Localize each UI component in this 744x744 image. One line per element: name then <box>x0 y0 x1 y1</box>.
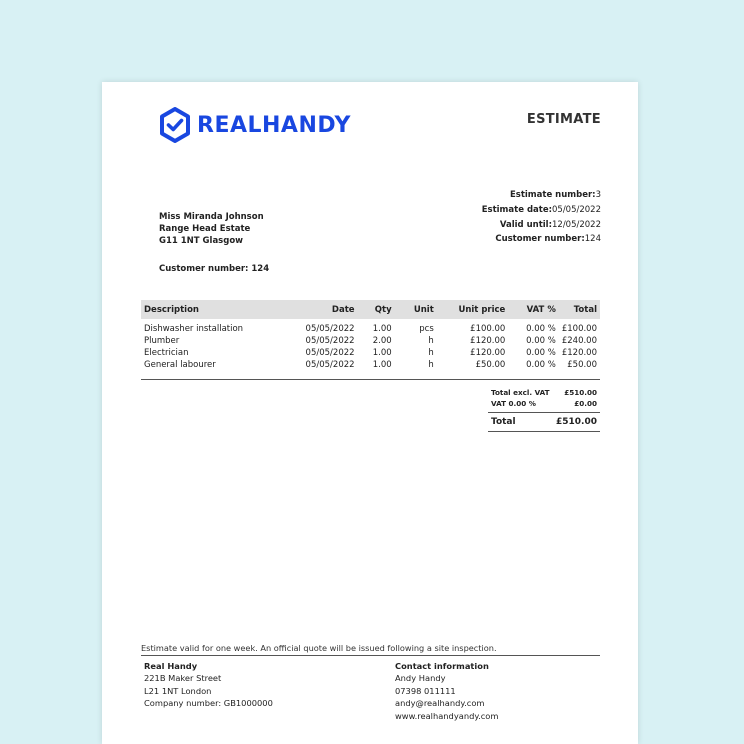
customer-number-label: Customer number: <box>495 234 585 245</box>
cell-unit-price: £120.00 <box>470 348 506 358</box>
cell-vat: 0.00 % <box>526 348 556 358</box>
col-unit: Unit <box>395 300 437 319</box>
valid-until-label: Valid until: <box>499 219 552 230</box>
cell-date: 05/05/2022 <box>305 336 355 346</box>
cell-qty: 2.00 <box>372 336 392 346</box>
company-details <box>144 660 273 710</box>
cell-unit: h <box>428 348 434 358</box>
customer-number-value: 124 <box>584 234 601 245</box>
cell-total: £120.00 <box>561 348 597 358</box>
company-street: 221B Maker Street <box>144 673 222 684</box>
col-date: Date <box>279 300 357 319</box>
estimate-number-label: Estimate number: <box>509 190 596 200</box>
recipient-city: G11 1NT Glasgow <box>159 236 244 247</box>
col-vat: VAT % <box>508 300 559 319</box>
vat-row <box>488 398 600 409</box>
cell-description: General labourer <box>144 360 216 370</box>
table-row <box>141 347 600 359</box>
totals-divider <box>488 412 600 413</box>
vat-label: VAT 0.00 % <box>491 399 536 408</box>
total-excl-vat-value: £510.00 <box>564 388 597 397</box>
recipient-address <box>159 211 264 248</box>
estimate-date-label: Estimate date: <box>481 204 552 215</box>
table-row <box>141 359 600 371</box>
cell-total: £50.00 <box>567 360 597 370</box>
total-excl-vat-label: Total excl. VAT <box>491 388 550 397</box>
items-divider <box>141 379 600 380</box>
valid-until-value: 12/05/2022 <box>552 219 601 230</box>
cell-description: Electrician <box>144 348 189 358</box>
vat-value: £0.00 <box>574 399 597 408</box>
col-qty: Qty <box>358 300 395 319</box>
cell-qty: 1.00 <box>372 360 392 370</box>
table-row <box>141 319 600 335</box>
cell-qty: 1.00 <box>372 324 392 334</box>
cell-unit: h <box>428 336 434 346</box>
estimate-meta <box>482 188 601 247</box>
total-excl-vat-row <box>488 387 600 398</box>
cell-description: Plumber <box>144 336 180 346</box>
valid-until-row <box>482 218 601 233</box>
cell-vat: 0.00 % <box>526 360 556 370</box>
estimate-document <box>102 82 638 744</box>
brand-name: REALHANDY <box>197 112 351 138</box>
company-city: L21 1NT London <box>144 685 212 696</box>
cell-unit: pcs <box>419 324 434 334</box>
cell-total: £240.00 <box>561 336 597 346</box>
company-number: Company number: GB1000000 <box>144 698 273 709</box>
cell-date: 05/05/2022 <box>305 324 355 334</box>
cell-unit: h <box>428 360 434 370</box>
estimate-date-value: 05/05/2022 <box>552 204 601 215</box>
contact-email: andy@realhandy.com <box>395 698 485 709</box>
contact-heading: Contact information <box>395 661 489 671</box>
estimate-number-value: 3 <box>595 190 601 200</box>
cell-description: Dishwasher installation <box>144 324 244 334</box>
footer-divider <box>141 655 600 656</box>
cell-total: £100.00 <box>561 324 597 334</box>
totals-block <box>488 387 600 432</box>
cell-vat: 0.00 % <box>526 336 556 346</box>
cell-date: 05/05/2022 <box>305 360 355 370</box>
line-items-table <box>141 300 600 371</box>
col-total: Total <box>559 300 600 319</box>
col-description: Description <box>141 300 279 319</box>
document-title: ESTIMATE <box>526 112 601 127</box>
recipient-street: Range Head Estate <box>159 224 251 235</box>
table-row <box>141 335 600 347</box>
grand-total-row <box>488 415 600 430</box>
col-unit-price: Unit price <box>437 300 509 319</box>
estimate-date-row <box>482 203 601 218</box>
cell-vat: 0.00 % <box>526 324 556 334</box>
recipient-customer-number: Customer number: 124 <box>159 264 270 274</box>
customer-number-row <box>482 232 601 247</box>
cell-unit-price: £100.00 <box>470 324 506 334</box>
grand-total-divider <box>488 431 600 432</box>
recipient-name: Miss Miranda Johnson <box>159 212 264 222</box>
contact-website: www.realhandyandy.com <box>395 710 499 721</box>
brand-logo <box>159 107 351 143</box>
contact-details <box>395 660 498 722</box>
cell-date: 05/05/2022 <box>305 348 355 358</box>
estimate-number-row <box>482 188 601 203</box>
cell-unit-price: £120.00 <box>470 336 506 346</box>
grand-total-label: Total <box>491 417 516 427</box>
cell-qty: 1.00 <box>372 348 392 358</box>
hexagon-check-icon <box>159 107 191 143</box>
table-header-row <box>141 300 600 319</box>
company-heading: Real Handy <box>144 661 198 671</box>
grand-total-value: £510.00 <box>556 417 597 427</box>
cell-unit-price: £50.00 <box>475 360 506 370</box>
validity-note: Estimate valid for one week. An official quote will be issued following a site inspection. <box>141 643 497 653</box>
contact-name: Andy Handy <box>395 673 446 684</box>
contact-phone: 07398 011111 <box>395 685 456 696</box>
